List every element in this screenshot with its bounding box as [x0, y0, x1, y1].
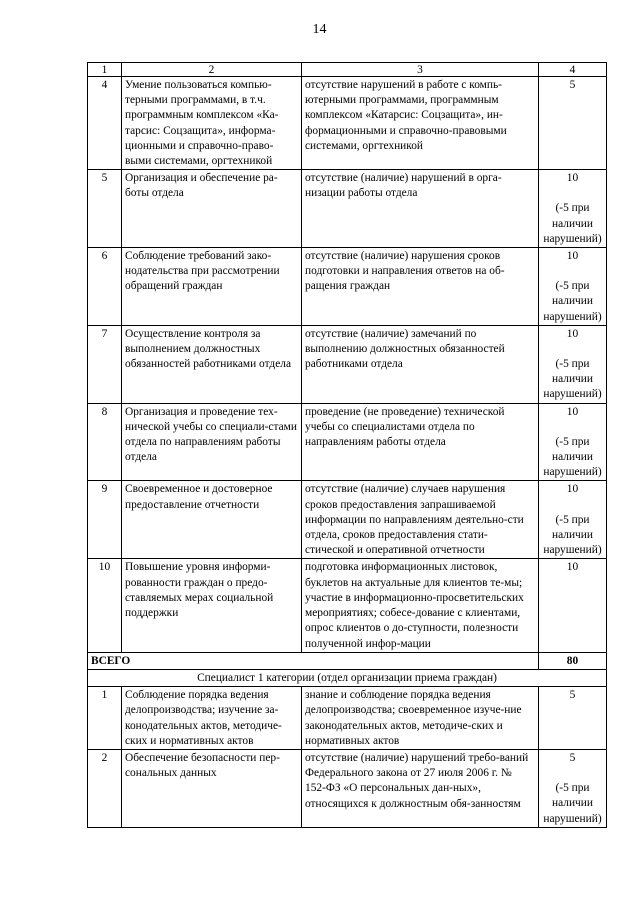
row-number: 7: [88, 325, 122, 403]
points-value: 10: [566, 561, 579, 574]
points-value: 10: [566, 327, 579, 340]
table-header-row: [88, 63, 607, 77]
points-cell: [539, 687, 607, 750]
task-cell: Организация и проведение тех-нической учебы со специали-стами отдела по направлениям работы отдела: [122, 403, 302, 481]
table-row: [88, 687, 607, 750]
points-cell: [539, 325, 607, 403]
total-row: [88, 652, 607, 669]
task-cell: Осуществление контроля за выполнением должностных обязанностей работниками отдела: [122, 325, 302, 403]
points-value: 5: [569, 689, 576, 702]
task-cell: Соблюдение порядка ведения делопроизводства; изучение за-конодательных актов, методиче-ских и нормативных актов: [122, 687, 302, 750]
evaluation-table: [87, 62, 607, 828]
table-row: [88, 77, 607, 170]
table-row: [88, 248, 607, 326]
row-number: 5: [88, 170, 122, 248]
criterion-cell: знание и соблюдение порядка ведения делопроизводства; своевременное изуче-ние законодательных актов, методиче-ских и нормативных актов: [302, 687, 539, 750]
task-cell: Умение пользоваться компью-терными программами, в т.ч. программным комплексом «Ка-тарсис: Соцзащита», информа-ционными и справочно-право-выми системами, оргтехникой: [122, 77, 302, 170]
spacer: [542, 420, 603, 435]
criterion-cell: отсутствие (наличие) нарушений требо-ваний Федерального закона от 27 июля 2006 г. № 152-ФЗ «О персональных дан-ных», относящихся к должностным обя-занностям: [302, 749, 539, 827]
criterion-cell: проведение (не проведение) технической учебы со специалистами отдела по направлениям работы отдела: [302, 403, 539, 481]
points-cell: [539, 403, 607, 481]
points-cell: [539, 248, 607, 326]
row-number: 4: [88, 77, 122, 170]
section-title: Специалист 1 категории (отдел организации приема граждан): [88, 669, 607, 686]
header-cell: 3: [302, 63, 539, 77]
page-number: 14: [312, 22, 327, 37]
points-value: 5: [569, 751, 576, 764]
task-cell: Своевременное и достоверное предоставление отчетности: [122, 481, 302, 559]
table-row: [88, 749, 607, 827]
penalty-note: (-5 при наличии нарушений): [543, 782, 602, 825]
task-cell: Обеспечение безопасности пер-сональных данных: [122, 749, 302, 827]
spacer: [542, 342, 603, 357]
table-row: [88, 403, 607, 481]
row-number: 6: [88, 248, 122, 326]
penalty-note: (-5 при наличии нарушений): [543, 513, 602, 557]
penalty-note: (-5 при наличии нарушений): [543, 202, 602, 245]
spacer: [542, 186, 603, 201]
section-title-row: [88, 669, 607, 686]
points-cell: [539, 749, 607, 827]
points-cell: [539, 559, 607, 652]
points-value: 5: [569, 79, 576, 91]
points-cell: [539, 170, 607, 248]
spacer: [542, 498, 603, 513]
criterion-cell: подготовка информационных листовок, буклетов на актуальные для клиентов те-мы; участие в информационно-просветительских мероприятиях; собесе-дование с клиентами, опрос клиентов о до-ступности, полезности полученной инфор-мации: [302, 559, 539, 652]
total-value: 80: [539, 652, 607, 669]
points-value: 10: [566, 250, 579, 263]
points-value: 10: [566, 172, 579, 185]
table-row: [88, 170, 607, 248]
row-number: 2: [88, 749, 122, 827]
points-cell: [539, 481, 607, 559]
total-label: ВСЕГО: [88, 652, 539, 669]
criterion-cell: отсутствие (наличие) нарушения сроков подготовки и направления ответов на об-ращения граждан: [302, 248, 539, 326]
spacer: [542, 766, 603, 781]
row-number: 10: [88, 559, 122, 652]
table-row: [88, 559, 607, 652]
criterion-cell: отсутствие (наличие) нарушений в орга-низации работы отдела: [302, 170, 539, 248]
row-number: 9: [88, 481, 122, 559]
task-cell: Соблюдение требований зако-нодательства при рассмотрении обращений граждан: [122, 248, 302, 326]
table-row: [88, 325, 607, 403]
header-cell: 1: [88, 63, 122, 77]
criterion-cell: отсутствие нарушений в работе с компь-ютерными программами, программным комплексом «Катарсис: Соцзащита», ин-формационными и справочно-правовыми системами, оргтехникой: [302, 77, 539, 170]
points-cell: [539, 77, 607, 170]
task-cell: Повышение уровня информи-рованности граждан о предо-ставляемых мерах социальной поддержки: [122, 559, 302, 652]
row-number: 8: [88, 403, 122, 481]
penalty-note: (-5 при наличии нарушений): [543, 435, 602, 479]
points-value: 10: [566, 405, 579, 418]
row-number: 1: [88, 687, 122, 750]
points-value: 10: [566, 483, 579, 496]
header-cell: 2: [122, 63, 302, 77]
criterion-cell: отсутствие (наличие) случаев нарушения сроков предоставления запрашиваемой информации по направлениям деятельно-сти отдела, сроков предоставления стати-стической и оперативной отчетности: [302, 481, 539, 559]
header-cell: 4: [539, 63, 607, 77]
task-cell: Организация и обеспечение ра-боты отдела: [122, 170, 302, 248]
penalty-note: (-5 при наличии нарушений): [543, 280, 602, 323]
criterion-cell: отсутствие (наличие) замечаний по выполнению должностных обязанностей работниками отдела: [302, 325, 539, 403]
table-row: [88, 481, 607, 559]
penalty-note: (-5 при наличии нарушений): [543, 358, 602, 401]
spacer: [542, 264, 603, 279]
